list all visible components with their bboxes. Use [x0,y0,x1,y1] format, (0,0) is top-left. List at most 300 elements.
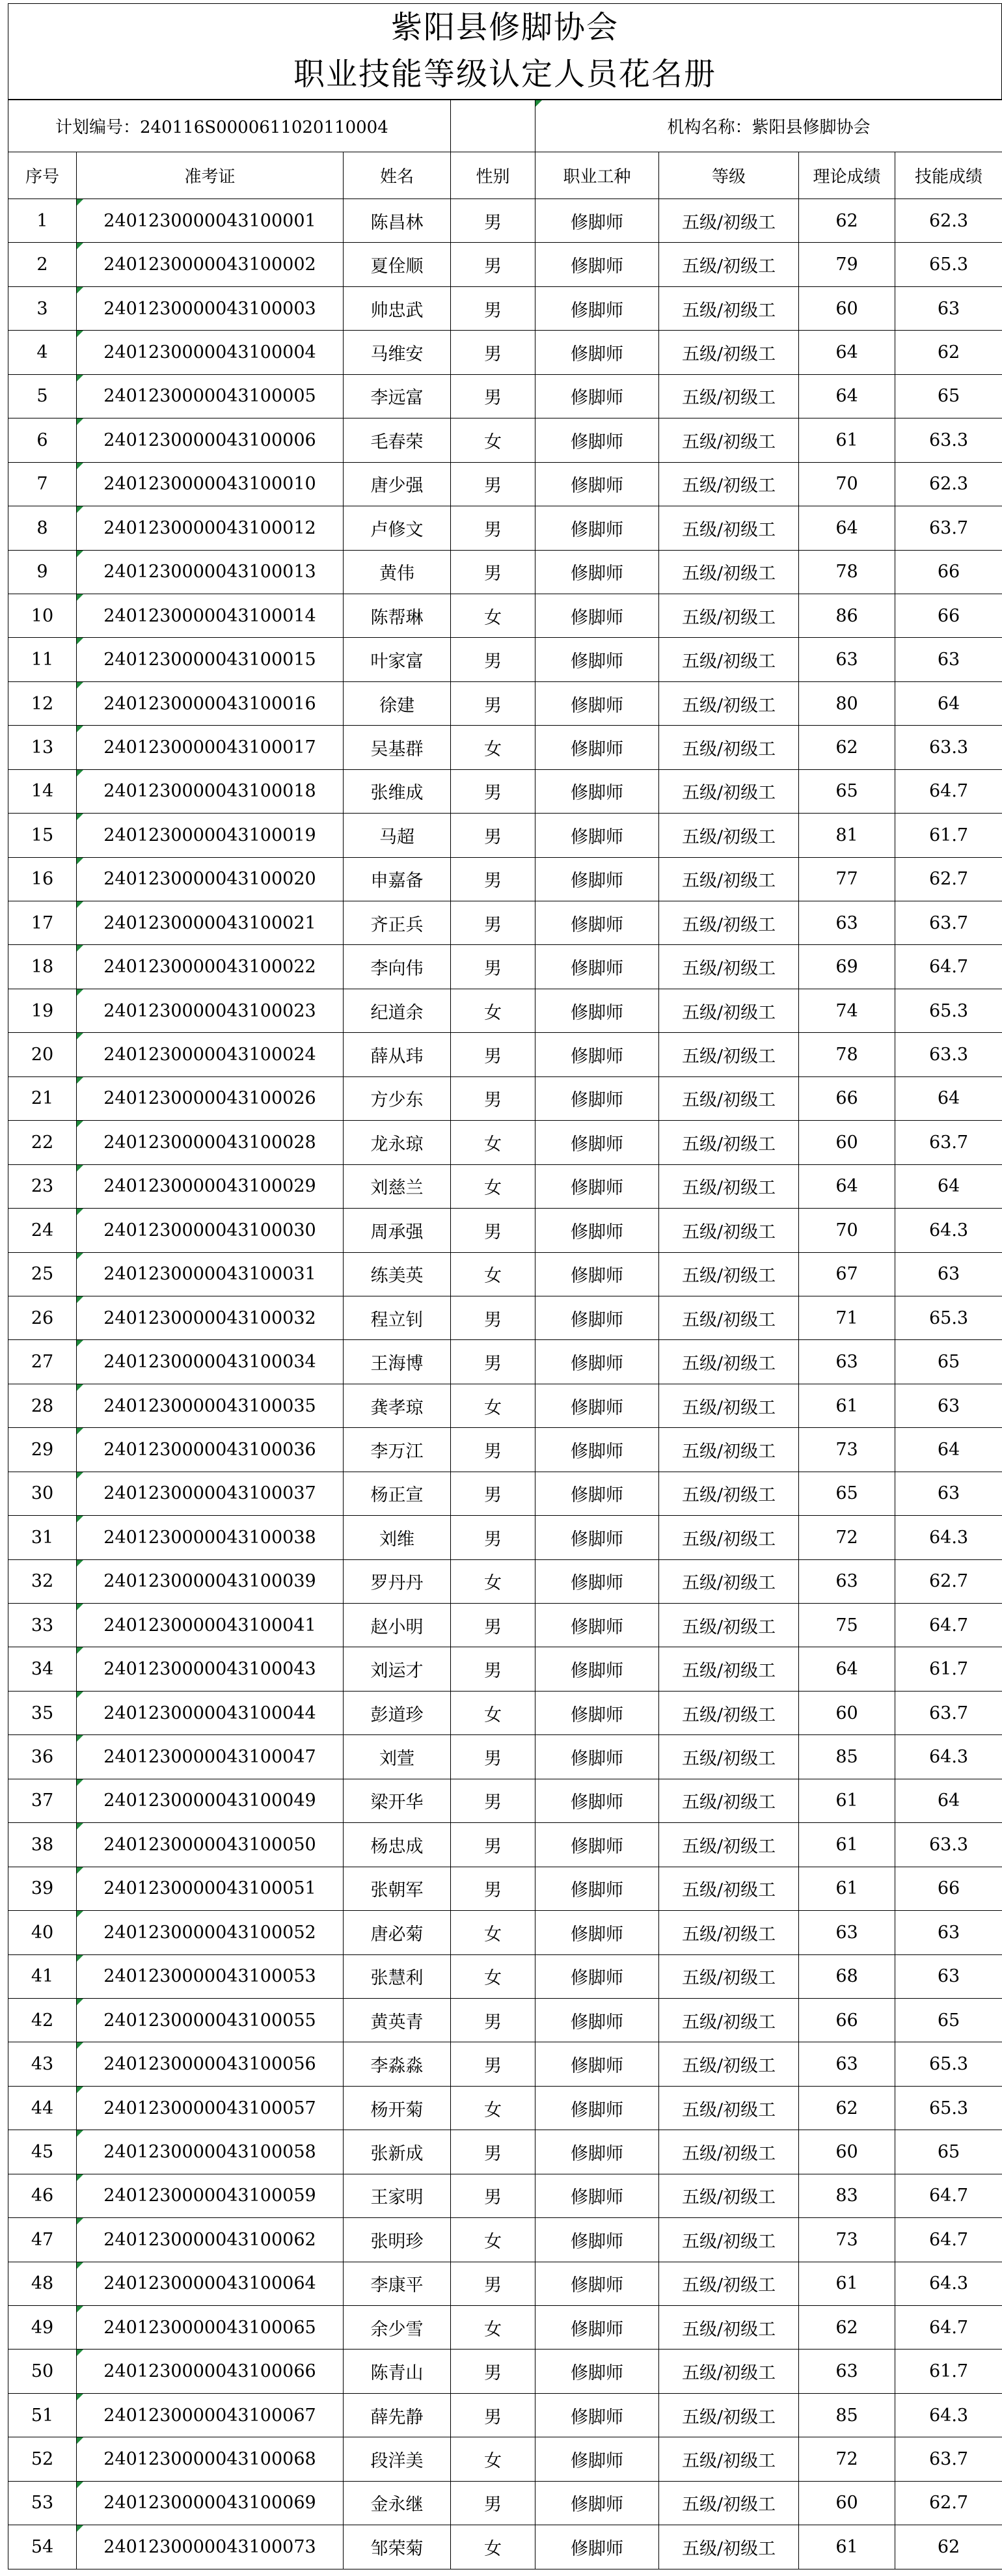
name-cell[interactable]: 张维成 [344,769,451,813]
theory-score-cell[interactable]: 86 [799,594,895,637]
header-cell-name[interactable]: 姓名 [344,152,451,199]
theory-score-cell[interactable]: 63 [799,2042,895,2086]
name-cell[interactable]: 李康平 [344,2262,451,2305]
level-cell[interactable]: 五级/初级工 [659,638,799,681]
level-cell[interactable]: 五级/初级工 [659,550,799,594]
gender-cell[interactable]: 男 [451,681,535,725]
gender-cell[interactable]: 男 [451,1998,535,2042]
gender-cell[interactable]: 男 [451,199,535,243]
theory-score-cell[interactable]: 79 [799,243,895,286]
occupation-cell[interactable]: 修脚师 [535,1516,659,1559]
occupation-cell[interactable]: 修脚师 [535,1735,659,1779]
index-cell[interactable]: 10 [8,594,77,637]
name-cell[interactable]: 余少雪 [344,2306,451,2350]
theory-score-cell[interactable]: 74 [799,989,895,1032]
exam-id-cell[interactable]: 2401230000043100044 [77,1691,344,1734]
exam-id-cell[interactable]: 2401230000043100012 [77,506,344,550]
exam-id-cell[interactable]: 2401230000043100037 [77,1472,344,1515]
occupation-cell[interactable]: 修脚师 [535,1779,659,1822]
index-cell[interactable]: 6 [8,418,77,462]
skill-score-cell[interactable]: 64.3 [895,1735,1002,1779]
level-cell[interactable]: 五级/初级工 [659,1823,799,1867]
index-cell[interactable]: 38 [8,1823,77,1867]
index-cell[interactable]: 15 [8,814,77,857]
exam-id-cell[interactable]: 2401230000043100067 [77,2393,344,2437]
gender-cell[interactable]: 男 [451,2393,535,2437]
name-cell[interactable]: 李万江 [344,1428,451,1472]
skill-score-cell[interactable]: 61.7 [895,2350,1002,2393]
name-cell[interactable]: 夏佺顺 [344,243,451,286]
index-cell[interactable]: 2 [8,243,77,286]
occupation-cell[interactable]: 修脚师 [535,1998,659,2042]
gender-cell[interactable]: 男 [451,901,535,945]
theory-score-cell[interactable]: 69 [799,945,895,989]
gender-cell[interactable]: 女 [451,726,535,769]
index-cell[interactable]: 11 [8,638,77,681]
index-cell[interactable]: 8 [8,506,77,550]
level-cell[interactable]: 五级/初级工 [659,2174,799,2217]
level-cell[interactable]: 五级/初级工 [659,286,799,330]
theory-score-cell[interactable]: 64 [799,1164,895,1208]
exam-id-cell[interactable]: 2401230000043100002 [77,243,344,286]
level-cell[interactable]: 五级/初级工 [659,1121,799,1164]
occupation-cell[interactable]: 修脚师 [535,1604,659,1647]
name-cell[interactable]: 陈青山 [344,2350,451,2393]
exam-id-cell[interactable]: 2401230000043100016 [77,681,344,725]
index-cell[interactable]: 29 [8,1428,77,1472]
name-cell[interactable]: 徐建 [344,681,451,725]
level-cell[interactable]: 五级/初级工 [659,331,799,374]
gender-cell[interactable]: 男 [451,945,535,989]
skill-score-cell[interactable]: 62.3 [895,462,1002,506]
name-cell[interactable]: 申嘉备 [344,857,451,901]
index-cell[interactable]: 5 [8,374,77,418]
skill-score-cell[interactable]: 64.7 [895,769,1002,813]
institution-name[interactable]: 机构名称：紫阳县修脚协会 [535,100,1002,152]
theory-score-cell[interactable]: 73 [799,1428,895,1472]
exam-id-cell[interactable]: 2401230000043100047 [77,1735,344,1779]
gender-cell[interactable]: 男 [451,550,535,594]
level-cell[interactable]: 五级/初级工 [659,989,799,1032]
skill-score-cell[interactable]: 66 [895,1867,1002,1910]
index-cell[interactable]: 18 [8,945,77,989]
occupation-cell[interactable]: 修脚师 [535,1340,659,1384]
level-cell[interactable]: 五级/初级工 [659,1516,799,1559]
gender-cell[interactable]: 男 [451,638,535,681]
header-cell-theory-score[interactable]: 理论成绩 [799,152,895,199]
skill-score-cell[interactable]: 63.7 [895,1691,1002,1734]
header-cell-index[interactable]: 序号 [8,152,77,199]
exam-id-cell[interactable]: 2401230000043100055 [77,1998,344,2042]
skill-score-cell[interactable]: 61.7 [895,814,1002,857]
index-cell[interactable]: 35 [8,1691,77,1734]
name-cell[interactable]: 龚孝琼 [344,1384,451,1427]
theory-score-cell[interactable]: 61 [799,1384,895,1427]
occupation-cell[interactable]: 修脚师 [535,1867,659,1910]
name-cell[interactable]: 段洋美 [344,2437,451,2481]
level-cell[interactable]: 五级/初级工 [659,769,799,813]
index-cell[interactable]: 52 [8,2437,77,2481]
theory-score-cell[interactable]: 80 [799,681,895,725]
skill-score-cell[interactable]: 64.7 [895,2306,1002,2350]
gender-cell[interactable]: 男 [451,1076,535,1120]
gender-cell[interactable]: 男 [451,1340,535,1384]
name-cell[interactable]: 陈昌林 [344,199,451,243]
gender-cell[interactable]: 男 [451,374,535,418]
header-cell-gender[interactable]: 性别 [451,152,535,199]
index-cell[interactable]: 39 [8,1867,77,1910]
index-cell[interactable]: 41 [8,1954,77,1998]
skill-score-cell[interactable]: 65.3 [895,243,1002,286]
occupation-cell[interactable]: 修脚师 [535,1296,659,1339]
index-cell[interactable]: 19 [8,989,77,1032]
index-cell[interactable]: 21 [8,1076,77,1120]
exam-id-cell[interactable]: 2401230000043100036 [77,1428,344,1472]
exam-id-cell[interactable]: 2401230000043100035 [77,1384,344,1427]
theory-score-cell[interactable]: 71 [799,1296,895,1339]
gender-cell[interactable]: 女 [451,1559,535,1603]
gender-cell[interactable]: 男 [451,2350,535,2393]
level-cell[interactable]: 五级/初级工 [659,2481,799,2525]
theory-score-cell[interactable]: 78 [799,1033,895,1076]
occupation-cell[interactable]: 修脚师 [535,1911,659,1954]
occupation-cell[interactable]: 修脚师 [535,945,659,989]
occupation-cell[interactable]: 修脚师 [535,418,659,462]
exam-id-cell[interactable]: 2401230000043100034 [77,1340,344,1384]
index-cell[interactable]: 22 [8,1121,77,1164]
index-cell[interactable]: 13 [8,726,77,769]
gender-cell[interactable]: 女 [451,2218,535,2262]
skill-score-cell[interactable]: 64.3 [895,1209,1002,1252]
name-cell[interactable]: 吴基群 [344,726,451,769]
skill-score-cell[interactable]: 61.7 [895,1647,1002,1691]
exam-id-cell[interactable]: 2401230000043100010 [77,462,344,506]
skill-score-cell[interactable]: 63 [895,1954,1002,1998]
name-cell[interactable]: 纪道余 [344,989,451,1032]
occupation-cell[interactable]: 修脚师 [535,2350,659,2393]
occupation-cell[interactable]: 修脚师 [535,462,659,506]
skill-score-cell[interactable]: 63.3 [895,1033,1002,1076]
skill-score-cell[interactable]: 65 [895,1998,1002,2042]
name-cell[interactable]: 龙永琼 [344,1121,451,1164]
exam-id-cell[interactable]: 2401230000043100023 [77,989,344,1032]
level-cell[interactable]: 五级/初级工 [659,1209,799,1252]
skill-score-cell[interactable]: 64.7 [895,1604,1002,1647]
skill-score-cell[interactable]: 62 [895,2525,1002,2569]
name-cell[interactable]: 王海博 [344,1340,451,1384]
theory-score-cell[interactable]: 66 [799,1998,895,2042]
occupation-cell[interactable]: 修脚师 [535,2130,659,2174]
exam-id-cell[interactable]: 2401230000043100056 [77,2042,344,2086]
occupation-cell[interactable]: 修脚师 [535,638,659,681]
level-cell[interactable]: 五级/初级工 [659,1252,799,1296]
gender-cell[interactable]: 男 [451,506,535,550]
exam-id-cell[interactable]: 2401230000043100004 [77,331,344,374]
skill-score-cell[interactable]: 62 [895,331,1002,374]
name-cell[interactable]: 薛先静 [344,2393,451,2437]
occupation-cell[interactable]: 修脚师 [535,1954,659,1998]
level-cell[interactable]: 五级/初级工 [659,2350,799,2393]
occupation-cell[interactable]: 修脚师 [535,2174,659,2217]
exam-id-cell[interactable]: 2401230000043100043 [77,1647,344,1691]
exam-id-cell[interactable]: 2401230000043100066 [77,2350,344,2393]
level-cell[interactable]: 五级/初级工 [659,1472,799,1515]
theory-score-cell[interactable]: 70 [799,462,895,506]
skill-score-cell[interactable]: 63.7 [895,901,1002,945]
name-cell[interactable]: 李淼淼 [344,2042,451,2086]
occupation-cell[interactable]: 修脚师 [535,2393,659,2437]
index-cell[interactable]: 12 [8,681,77,725]
occupation-cell[interactable]: 修脚师 [535,506,659,550]
skill-score-cell[interactable]: 65.3 [895,989,1002,1032]
exam-id-cell[interactable]: 2401230000043100015 [77,638,344,681]
level-cell[interactable]: 五级/初级工 [659,2437,799,2481]
theory-score-cell[interactable]: 77 [799,857,895,901]
gender-cell[interactable]: 女 [451,1954,535,1998]
name-cell[interactable]: 黄伟 [344,550,451,594]
theory-score-cell[interactable]: 64 [799,1647,895,1691]
skill-score-cell[interactable]: 65.3 [895,2086,1002,2130]
occupation-cell[interactable]: 修脚师 [535,594,659,637]
level-cell[interactable]: 五级/初级工 [659,814,799,857]
skill-score-cell[interactable]: 63 [895,1472,1002,1515]
gender-cell[interactable]: 男 [451,286,535,330]
gender-cell[interactable]: 男 [451,857,535,901]
index-cell[interactable]: 17 [8,901,77,945]
skill-score-cell[interactable]: 66 [895,594,1002,637]
theory-score-cell[interactable]: 63 [799,1340,895,1384]
skill-score-cell[interactable]: 64 [895,1164,1002,1208]
exam-id-cell[interactable]: 2401230000043100005 [77,374,344,418]
occupation-cell[interactable]: 修脚师 [535,1164,659,1208]
skill-score-cell[interactable]: 62.7 [895,857,1002,901]
exam-id-cell[interactable]: 2401230000043100069 [77,2481,344,2525]
theory-score-cell[interactable]: 64 [799,331,895,374]
skill-score-cell[interactable]: 64 [895,1428,1002,1472]
occupation-cell[interactable]: 修脚师 [535,2218,659,2262]
exam-id-cell[interactable]: 2401230000043100053 [77,1954,344,1998]
gender-cell[interactable]: 男 [451,2262,535,2305]
name-cell[interactable]: 彭道珍 [344,1691,451,1734]
occupation-cell[interactable]: 修脚师 [535,1823,659,1867]
exam-id-cell[interactable]: 2401230000043100059 [77,2174,344,2217]
gender-cell[interactable]: 女 [451,2437,535,2481]
index-cell[interactable]: 16 [8,857,77,901]
level-cell[interactable]: 五级/初级工 [659,199,799,243]
theory-score-cell[interactable]: 72 [799,1516,895,1559]
index-cell[interactable]: 51 [8,2393,77,2437]
occupation-cell[interactable]: 修脚师 [535,1559,659,1603]
exam-id-cell[interactable]: 2401230000043100028 [77,1121,344,1164]
level-cell[interactable]: 五级/初级工 [659,945,799,989]
exam-id-cell[interactable]: 2401230000043100049 [77,1779,344,1822]
skill-score-cell[interactable]: 63.7 [895,1121,1002,1164]
theory-score-cell[interactable]: 61 [799,1779,895,1822]
name-cell[interactable]: 王家明 [344,2174,451,2217]
index-cell[interactable]: 40 [8,1911,77,1954]
skill-score-cell[interactable]: 62.7 [895,1559,1002,1603]
occupation-cell[interactable]: 修脚师 [535,1428,659,1472]
level-cell[interactable]: 五级/初级工 [659,1691,799,1734]
level-cell[interactable]: 五级/初级工 [659,857,799,901]
name-cell[interactable]: 马维安 [344,331,451,374]
theory-score-cell[interactable]: 63 [799,901,895,945]
skill-score-cell[interactable]: 65 [895,374,1002,418]
level-cell[interactable]: 五级/初级工 [659,2218,799,2262]
name-cell[interactable]: 李向伟 [344,945,451,989]
gender-cell[interactable]: 男 [451,2042,535,2086]
name-cell[interactable]: 张新成 [344,2130,451,2174]
name-cell[interactable]: 杨正宣 [344,1472,451,1515]
exam-id-cell[interactable]: 2401230000043100038 [77,1516,344,1559]
header-cell-exam-id[interactable]: 准考证 [77,152,344,199]
exam-id-cell[interactable]: 2401230000043100050 [77,1823,344,1867]
theory-score-cell[interactable]: 61 [799,1823,895,1867]
name-cell[interactable]: 毛春荣 [344,418,451,462]
name-cell[interactable]: 罗丹丹 [344,1559,451,1603]
occupation-cell[interactable]: 修脚师 [535,814,659,857]
gender-cell[interactable]: 女 [451,1252,535,1296]
theory-score-cell[interactable]: 64 [799,506,895,550]
exam-id-cell[interactable]: 2401230000043100018 [77,769,344,813]
theory-score-cell[interactable]: 70 [799,1209,895,1252]
level-cell[interactable]: 五级/初级工 [659,681,799,725]
index-cell[interactable]: 26 [8,1296,77,1339]
level-cell[interactable]: 五级/初级工 [659,1954,799,1998]
exam-id-cell[interactable]: 2401230000043100013 [77,550,344,594]
exam-id-cell[interactable]: 2401230000043100065 [77,2306,344,2350]
name-cell[interactable]: 练美英 [344,1252,451,1296]
gender-cell[interactable]: 男 [451,1209,535,1252]
exam-id-cell[interactable]: 2401230000043100052 [77,1911,344,1954]
level-cell[interactable]: 五级/初级工 [659,2306,799,2350]
index-cell[interactable]: 23 [8,1164,77,1208]
exam-id-cell[interactable]: 2401230000043100051 [77,1867,344,1910]
level-cell[interactable]: 五级/初级工 [659,901,799,945]
level-cell[interactable]: 五级/初级工 [659,1340,799,1384]
skill-score-cell[interactable]: 64.7 [895,2218,1002,2262]
name-cell[interactable]: 齐正兵 [344,901,451,945]
index-cell[interactable]: 34 [8,1647,77,1691]
name-cell[interactable]: 梁开华 [344,1779,451,1822]
theory-score-cell[interactable]: 63 [799,1911,895,1954]
index-cell[interactable]: 1 [8,199,77,243]
exam-id-cell[interactable]: 2401230000043100022 [77,945,344,989]
gender-cell[interactable]: 女 [451,594,535,637]
gender-cell[interactable]: 女 [451,1911,535,1954]
level-cell[interactable]: 五级/初级工 [659,1559,799,1603]
skill-score-cell[interactable]: 63 [895,638,1002,681]
gender-cell[interactable]: 男 [451,462,535,506]
skill-score-cell[interactable]: 66 [895,550,1002,594]
index-cell[interactable]: 28 [8,1384,77,1427]
name-cell[interactable]: 邹荣菊 [344,2525,451,2569]
level-cell[interactable]: 五级/初级工 [659,2042,799,2086]
gender-cell[interactable]: 男 [451,1516,535,1559]
index-cell[interactable]: 43 [8,2042,77,2086]
level-cell[interactable]: 五级/初级工 [659,594,799,637]
name-cell[interactable]: 方少东 [344,1076,451,1120]
index-cell[interactable]: 48 [8,2262,77,2305]
index-cell[interactable]: 30 [8,1472,77,1515]
gender-cell[interactable]: 男 [451,2174,535,2217]
level-cell[interactable]: 五级/初级工 [659,374,799,418]
index-cell[interactable]: 49 [8,2306,77,2350]
name-cell[interactable]: 周承强 [344,1209,451,1252]
name-cell[interactable]: 李远富 [344,374,451,418]
level-cell[interactable]: 五级/初级工 [659,2525,799,2569]
exam-id-cell[interactable]: 2401230000043100014 [77,594,344,637]
occupation-cell[interactable]: 修脚师 [535,2262,659,2305]
skill-score-cell[interactable]: 63.3 [895,1823,1002,1867]
theory-score-cell[interactable]: 68 [799,1954,895,1998]
gender-cell[interactable]: 女 [451,1384,535,1427]
header-cell-occupation[interactable]: 职业工种 [535,152,659,199]
name-cell[interactable]: 唐少强 [344,462,451,506]
index-cell[interactable]: 50 [8,2350,77,2393]
gender-cell[interactable]: 男 [451,1647,535,1691]
level-cell[interactable]: 五级/初级工 [659,1384,799,1427]
theory-score-cell[interactable]: 60 [799,2130,895,2174]
name-cell[interactable]: 帅忠武 [344,286,451,330]
exam-id-cell[interactable]: 2401230000043100020 [77,857,344,901]
theory-score-cell[interactable]: 63 [799,2350,895,2393]
exam-id-cell[interactable]: 2401230000043100026 [77,1076,344,1120]
gender-cell[interactable]: 女 [451,418,535,462]
level-cell[interactable]: 五级/初级工 [659,2130,799,2174]
occupation-cell[interactable]: 修脚师 [535,989,659,1032]
theory-score-cell[interactable]: 60 [799,1121,895,1164]
skill-score-cell[interactable]: 62.7 [895,2481,1002,2525]
skill-score-cell[interactable]: 63.3 [895,418,1002,462]
occupation-cell[interactable]: 修脚师 [535,1033,659,1076]
index-cell[interactable]: 42 [8,1998,77,2042]
theory-score-cell[interactable]: 60 [799,286,895,330]
level-cell[interactable]: 五级/初级工 [659,726,799,769]
exam-id-cell[interactable]: 2401230000043100068 [77,2437,344,2481]
gender-cell[interactable]: 男 [451,1472,535,1515]
level-cell[interactable]: 五级/初级工 [659,1867,799,1910]
index-cell[interactable]: 36 [8,1735,77,1779]
index-cell[interactable]: 24 [8,1209,77,1252]
theory-score-cell[interactable]: 64 [799,374,895,418]
exam-id-cell[interactable]: 2401230000043100057 [77,2086,344,2130]
index-cell[interactable]: 9 [8,550,77,594]
exam-id-cell[interactable]: 2401230000043100006 [77,418,344,462]
index-cell[interactable]: 54 [8,2525,77,2569]
skill-score-cell[interactable]: 63.7 [895,506,1002,550]
occupation-cell[interactable]: 修脚师 [535,857,659,901]
occupation-cell[interactable]: 修脚师 [535,243,659,286]
occupation-cell[interactable]: 修脚师 [535,1647,659,1691]
index-cell[interactable]: 25 [8,1252,77,1296]
index-cell[interactable]: 47 [8,2218,77,2262]
theory-score-cell[interactable]: 67 [799,1252,895,1296]
gender-cell[interactable]: 男 [451,1428,535,1472]
exam-id-cell[interactable]: 2401230000043100041 [77,1604,344,1647]
level-cell[interactable]: 五级/初级工 [659,2086,799,2130]
exam-id-cell[interactable]: 2401230000043100021 [77,901,344,945]
theory-score-cell[interactable]: 62 [799,2306,895,2350]
exam-id-cell[interactable]: 2401230000043100031 [77,1252,344,1296]
skill-score-cell[interactable]: 64.3 [895,1516,1002,1559]
gender-cell[interactable]: 男 [451,331,535,374]
exam-id-cell[interactable]: 2401230000043100003 [77,286,344,330]
occupation-cell[interactable]: 修脚师 [535,1384,659,1427]
gender-cell[interactable]: 女 [451,2525,535,2569]
level-cell[interactable]: 五级/初级工 [659,1033,799,1076]
name-cell[interactable]: 马超 [344,814,451,857]
